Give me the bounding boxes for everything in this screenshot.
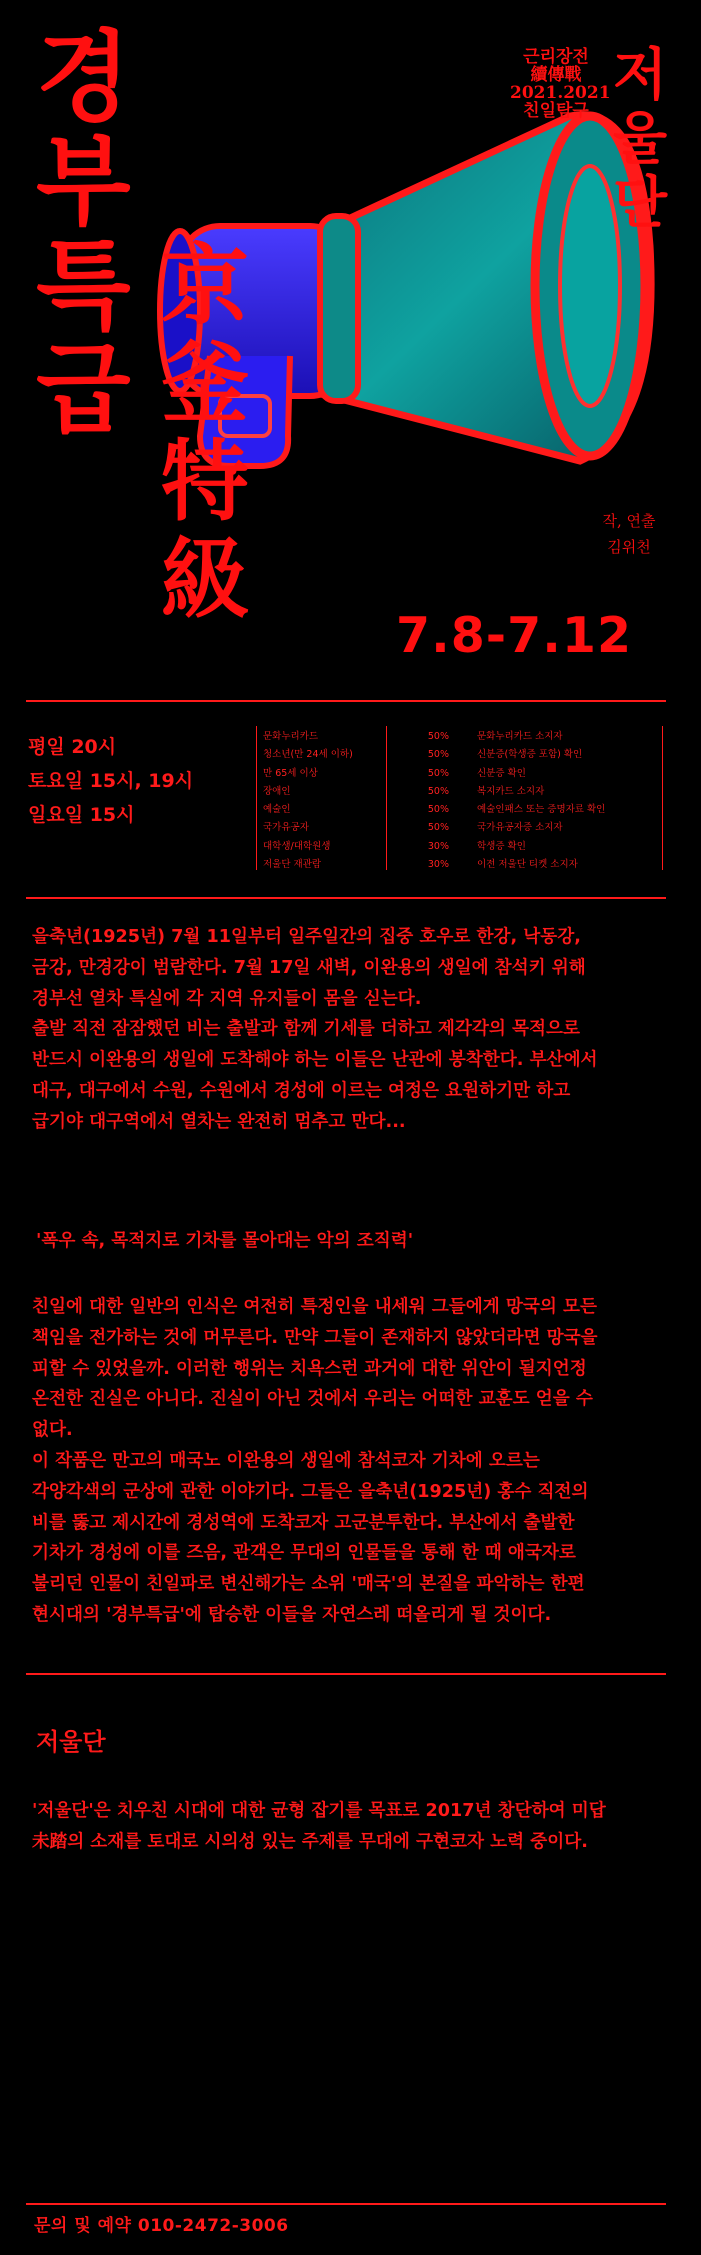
schedule-line: 토요일 15시, 19시 bbox=[28, 770, 194, 792]
troupe-line: 未踏의 소재를 토대로 시의성 있는 주제를 무대에 구현코자 노력 중이다. bbox=[32, 1831, 588, 1852]
intent-line: 온전한 진실은 아니다. 진실이 아닌 것에서 우리는 어떠한 교훈도 얻을 수 bbox=[32, 1389, 593, 1410]
price-note: 신분증 확인 bbox=[477, 767, 526, 779]
troupe-line: '저울단'은 치우친 시대에 대한 균형 잡기를 목표로 2017년 창단하여 미답 bbox=[32, 1801, 606, 1821]
schedule-line: 일요일 15시 bbox=[28, 804, 135, 826]
title-char: 부 bbox=[36, 125, 129, 239]
synopsis-line: 반드시 이완용의 생일에 도착해야 하는 이들은 난관에 봉착한다. 부산에서 bbox=[32, 1050, 598, 1071]
price-discount: 50% bbox=[427, 822, 449, 834]
price-row bbox=[263, 728, 663, 746]
price-category: 만 65세 이상 bbox=[263, 767, 318, 779]
troupe-heading: 저울단 bbox=[36, 1728, 106, 1756]
price-note: 복지카드 소지자 bbox=[477, 785, 545, 797]
intent-line: 비를 뚫고 제시간에 경성역에 도착코자 고군분투한다. 부산에서 출발한 bbox=[32, 1512, 575, 1533]
troupe-char: 울 bbox=[612, 107, 668, 172]
price-row bbox=[263, 783, 663, 801]
price-note: 학생증 확인 bbox=[477, 840, 526, 852]
price-row bbox=[263, 746, 663, 764]
poster-title-hanja bbox=[150, 233, 260, 631]
price-discount: 50% bbox=[427, 767, 449, 779]
series-line: 2021.2021 bbox=[510, 83, 611, 103]
price-category: 대학생/대학원생 bbox=[263, 840, 331, 852]
price-discount: 50% bbox=[427, 804, 449, 816]
price-note: 신분증(학생증 포함) 확인 bbox=[477, 749, 583, 761]
synopsis-line: 출발 직전 잠잠했던 비는 출발과 함께 기세를 더하고 제각각의 목적으로 bbox=[32, 1019, 581, 1040]
price-note: 이전 저울단 티켓 소지자 bbox=[477, 859, 578, 871]
price-note: 예술인패스 또는 증명자료 확인 bbox=[477, 804, 606, 816]
intent-line: 이 작품은 만고의 매국노 이완용의 생일에 참석코자 기차에 오르는 bbox=[32, 1450, 540, 1471]
synopsis-line: 대구, 대구에서 수원, 수원에서 경성에 이르는 여정은 요원하기만 하고 bbox=[32, 1080, 571, 1101]
title-char: 급 bbox=[36, 333, 129, 447]
intent-body bbox=[32, 1292, 672, 1631]
schedule-line: 평일 20시 bbox=[28, 736, 117, 758]
intent-line: 현시대의 '경부특급'에 탑승한 이들을 자연스레 떠올리게 될 것이다. bbox=[32, 1604, 552, 1625]
divider bbox=[26, 1673, 666, 1675]
price-row bbox=[263, 819, 663, 837]
synopsis bbox=[32, 922, 672, 1138]
price-category: 저울단 재관람 bbox=[263, 859, 322, 871]
intent-heading: '폭우 속, 목적지로 기차를 몰아대는 악의 조직력' bbox=[36, 1231, 414, 1251]
price-category: 청소년(만 24세 이하) bbox=[263, 749, 353, 761]
credit bbox=[594, 508, 664, 560]
divider bbox=[26, 897, 666, 899]
synopsis-line: 경부선 열차 특실에 각 지역 유지들이 몸을 싣는다. bbox=[32, 988, 422, 1009]
title-hanja-char: 京 bbox=[160, 233, 249, 337]
price-discount: 30% bbox=[427, 840, 449, 852]
price-note: 국가유공자증 소지자 bbox=[477, 822, 563, 834]
intent-line: 불리던 인물이 친일파로 변신해가는 소위 '매국'의 본질을 파악하는 한편 bbox=[32, 1574, 585, 1595]
title-hanja-char: 級 bbox=[160, 527, 249, 631]
credit-name: 김위천 bbox=[607, 538, 651, 556]
synopsis-line: 을축년(1925년) 7월 11일부터 일주일간의 집중 호우로 한강, 낙동강, bbox=[32, 927, 581, 947]
divider bbox=[256, 726, 257, 870]
series-line: 근리장전 bbox=[523, 47, 589, 67]
price-note: 문화누리카드 소지자 bbox=[477, 731, 563, 742]
series-line: 續傳戰 bbox=[530, 65, 582, 85]
price-category: 예술인 bbox=[263, 804, 291, 816]
synopsis-line: 급기야 대구역에서 열차는 완전히 멈추고 만다... bbox=[32, 1111, 406, 1132]
price-discount: 50% bbox=[427, 731, 449, 742]
intent-line: 기차가 경성에 이를 즈음, 관객은 무대의 인물들을 통해 한 때 애국자로 bbox=[32, 1543, 576, 1564]
price-category: 장애인 bbox=[263, 785, 291, 797]
price-table bbox=[263, 728, 663, 874]
credit-role: 작, 연출 bbox=[602, 512, 656, 530]
title-hanja-char: 釜 bbox=[160, 331, 249, 435]
price-discount: 50% bbox=[427, 749, 449, 761]
price-row bbox=[263, 856, 663, 874]
price-row bbox=[263, 765, 663, 783]
divider bbox=[26, 700, 666, 702]
series-label bbox=[510, 47, 611, 121]
title-hanja-char: 特 bbox=[160, 429, 249, 533]
synopsis-line: 금강, 만경강이 범람한다. 7월 17일 새벽, 이완용의 생일에 참석키 위해 bbox=[32, 957, 586, 978]
title-char: 특 bbox=[36, 229, 129, 343]
divider bbox=[26, 2203, 666, 2205]
price-discount: 50% bbox=[427, 785, 449, 797]
price-category: 국가유공자 bbox=[263, 822, 309, 834]
price-row bbox=[263, 801, 663, 819]
price-category: 문화누리카드 bbox=[263, 731, 319, 742]
intent-line: 친일에 대한 일반의 인식은 여전히 특정인을 내세워 그들에게 망국의 모든 bbox=[32, 1297, 597, 1317]
troupe-char: 단 bbox=[612, 171, 668, 236]
troupe-char: 저 bbox=[612, 43, 668, 108]
series-line: 친일탐구 bbox=[523, 101, 589, 121]
performance-dates: 7.8-7.12 bbox=[396, 607, 633, 664]
price-discount: 30% bbox=[427, 859, 449, 871]
intent-line: 각양각색의 군상에 관한 이야기다. 그들은 을축년(1925년) 홍수 직전의 bbox=[32, 1481, 589, 1502]
intent-line: 책임을 전가하는 것에 머무른다. 만약 그들이 존재하지 않았더라면 망국을 bbox=[32, 1327, 598, 1348]
intent-line: 피할 수 있었을까. 이러한 행위는 치욕스런 과거에 대한 위안이 될지언정 bbox=[32, 1358, 587, 1379]
intent-line: 없다. bbox=[32, 1420, 73, 1441]
troupe-description bbox=[32, 1796, 672, 1858]
title-char: 경 bbox=[36, 21, 129, 135]
troupe-name-vertical bbox=[610, 44, 670, 236]
price-row bbox=[263, 838, 663, 856]
schedule bbox=[28, 730, 258, 832]
contact-info: 문의 및 예약 010-2472-3006 bbox=[34, 2216, 289, 2236]
